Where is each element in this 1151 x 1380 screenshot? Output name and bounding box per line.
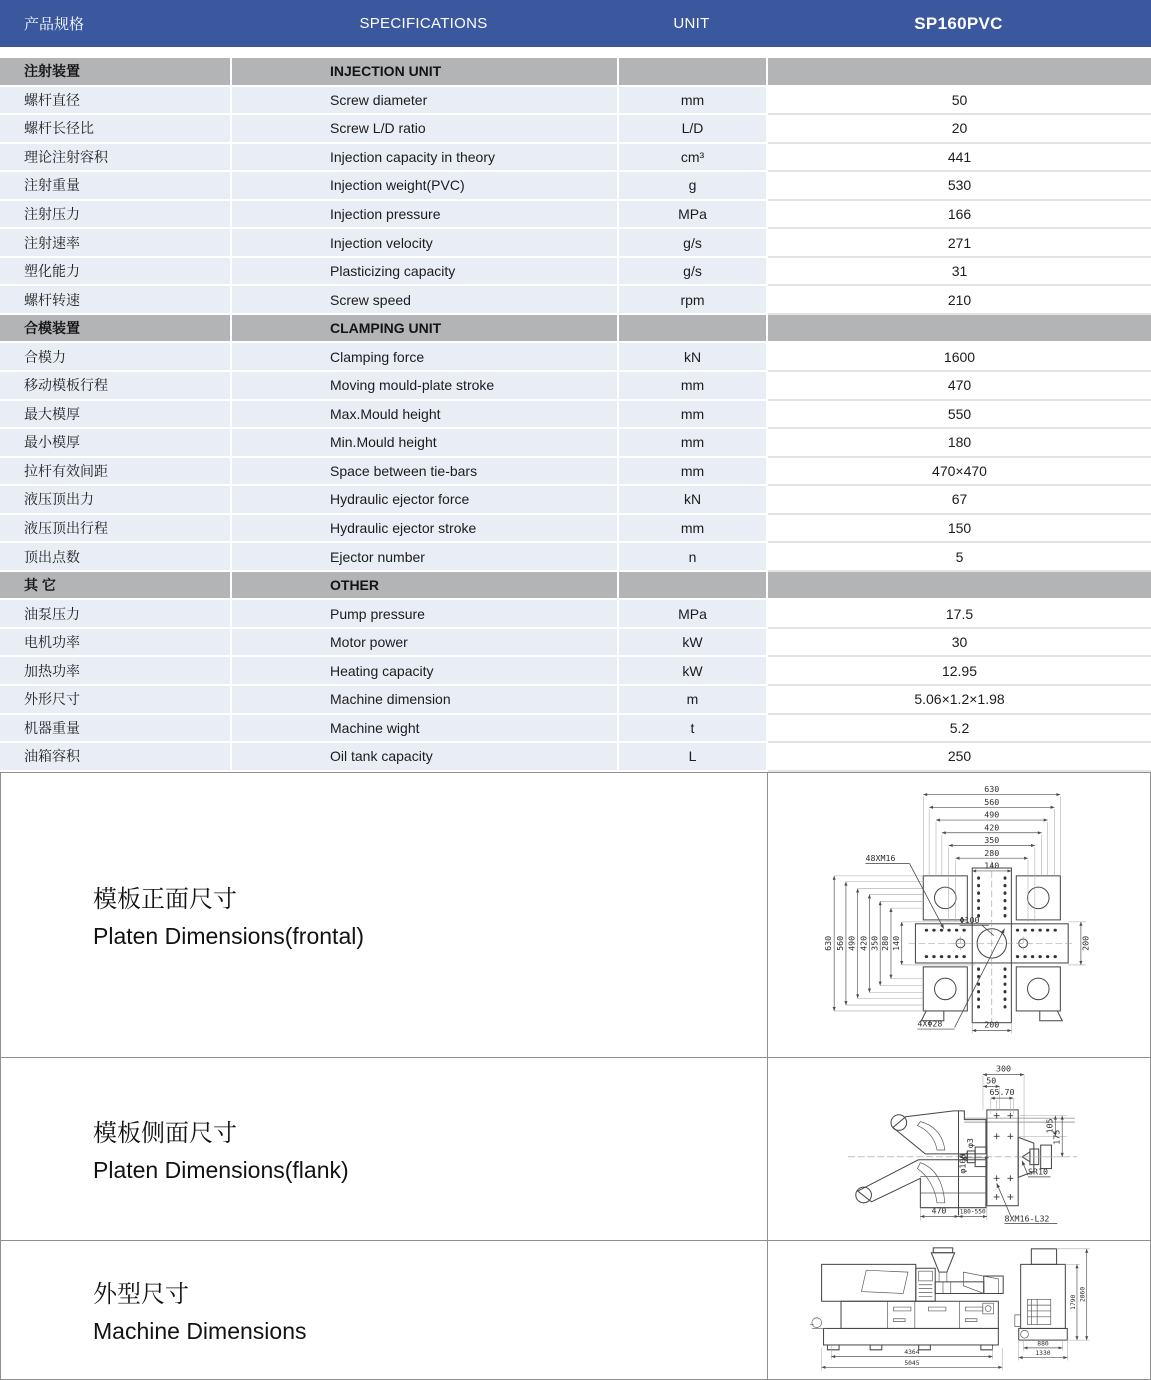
platen-flank-diagram (770, 1059, 1148, 1239)
machine-end-view (1015, 1248, 1067, 1339)
flank-dimensions (920, 1063, 1067, 1223)
title-zh: 产品规格 (24, 16, 85, 33)
spec-unit: L/D (619, 115, 766, 144)
spec-name-zh: 合模力 (0, 343, 230, 372)
spec-name-en: Max.Mould height (232, 401, 617, 430)
dim-label: 105 (1044, 1118, 1055, 1134)
dim-label: 350 (984, 834, 1000, 845)
panel-label-machine (1, 1241, 768, 1379)
spec-name-zh: 注射重量 (0, 172, 230, 201)
dim-label: 420 (984, 821, 1000, 832)
panel-label-flank-en: Platen Dimensions(flank) (93, 1157, 349, 1184)
spec-name-en: Injection weight(PVC) (232, 172, 617, 201)
spec-name-zh: 注射速率 (0, 229, 230, 258)
diagram-panels (0, 772, 1151, 1380)
spec-unit: MPa (619, 600, 766, 629)
spec-name-zh: 电机功率 (0, 629, 230, 658)
spec-unit: kN (619, 486, 766, 515)
spec-name-en: Screw L/D ratio (232, 115, 617, 144)
dim-label: 5045 (904, 1359, 920, 1367)
spec-unit: mm (619, 372, 766, 401)
dimension-labels (823, 784, 1090, 1029)
spec-name-en: Injection pressure (232, 201, 617, 230)
spec-name-zh: 注射压力 (0, 201, 230, 230)
spec-name-en: Motor power (232, 629, 617, 658)
spec-name-zh: 理论注射容积 (0, 144, 230, 173)
section-title-en: OTHER (232, 572, 617, 601)
center-hole-label: Φ100 (959, 914, 980, 925)
spec-name-zh: 最小模厚 (0, 429, 230, 458)
header-gap (0, 47, 1151, 58)
spec-value: 530 (768, 172, 1151, 201)
spec-value: 50 (768, 87, 1151, 116)
panel-label-frontal-en: Platen Dimensions(frontal) (93, 923, 365, 950)
spec-name-en: Plasticizing capacity (232, 258, 617, 287)
spec-value: 17.5 (768, 600, 1151, 629)
spec-value: 210 (768, 286, 1151, 315)
panel-label-frontal (1, 773, 768, 1058)
spec-value: 5.06×1.2×1.98 (768, 686, 1151, 715)
dim-label: 630 (823, 935, 834, 951)
spec-name-zh: 拉杆有效间距 (0, 458, 230, 487)
spec-unit: g/s (619, 229, 766, 258)
section-empty-cell (768, 572, 1151, 601)
spec-name-en: Min.Mould height (232, 429, 617, 458)
panel-label-flank (1, 1058, 768, 1241)
spec-name-en: Hydraulic ejector stroke (232, 515, 617, 544)
section-empty-cell (768, 315, 1151, 344)
spec-value: 5 (768, 543, 1151, 572)
platen-outline (909, 861, 1075, 1030)
section-empty-cell (768, 58, 1151, 87)
spec-value: 1600 (768, 343, 1151, 372)
spec-name-en: Clamping force (232, 343, 617, 372)
spec-value: 67 (768, 486, 1151, 515)
spec-unit: L (619, 743, 766, 772)
spec-unit: mm (619, 458, 766, 487)
section-empty-cell (619, 572, 766, 601)
title-bar (0, 0, 1151, 47)
spec-name-en: Space between tie-bars (232, 458, 617, 487)
dim-label: 140 (984, 860, 1000, 871)
spec-value: 31 (768, 258, 1151, 287)
spec-name-zh: 加热功率 (0, 657, 230, 686)
title-specifications: SPECIFICATIONS (359, 15, 488, 32)
dim-label: 350 (869, 935, 880, 951)
spec-unit: kN (619, 343, 766, 372)
spec-value: 250 (768, 743, 1151, 772)
spec-name-en: Machine wight (232, 715, 617, 744)
bolt-note-label: 48XM16 (865, 852, 896, 863)
dim-label: 420 (858, 935, 869, 951)
spec-value: 470 (768, 372, 1151, 401)
machine-dimensions (822, 1248, 1090, 1369)
dim-label: 470 (931, 1205, 947, 1216)
spec-value: 20 (768, 115, 1151, 144)
dim-label: 300 (996, 1063, 1012, 1074)
spec-value: 30 (768, 629, 1151, 658)
dim-label: 490 (846, 935, 857, 951)
dim-label: 175 (1051, 1129, 1062, 1145)
spec-name-en: Screw speed (232, 286, 617, 315)
spec-value: 441 (768, 144, 1151, 173)
section-title-zh: 注射装置 (0, 58, 230, 87)
corner-hole-label: 4XΦ28 (917, 1018, 943, 1029)
spec-value: 550 (768, 401, 1151, 430)
dim-label: 880 (1037, 1340, 1049, 1348)
unit-column-header: UNIT (673, 15, 710, 32)
spec-unit: g/s (619, 258, 766, 287)
spec-unit: mm (619, 401, 766, 430)
dim-label: φ100 (957, 1153, 968, 1174)
panel-label-machine-en: Machine Dimensions (93, 1318, 307, 1345)
spec-unit: mm (619, 429, 766, 458)
section-title-en: CLAMPING UNIT (232, 315, 617, 344)
panel-diagram-machine (768, 1241, 1150, 1379)
section-title-en: INJECTION UNIT (232, 58, 617, 87)
dim-label: 280 (984, 847, 1000, 858)
panel-diagram-frontal (768, 773, 1150, 1058)
dim-label: 200 (1080, 935, 1091, 951)
bolt-note-label: 8XM16-L32 (1004, 1213, 1050, 1224)
spec-unit: kW (619, 657, 766, 686)
spec-name-zh: 外形尺寸 (0, 686, 230, 715)
spec-name-zh: 油泵压力 (0, 600, 230, 629)
spec-name-en: Machine dimension (232, 686, 617, 715)
dim-label: 490 (984, 809, 1000, 820)
spec-unit: g (619, 172, 766, 201)
spec-name-en: Hydraulic ejector force (232, 486, 617, 515)
spec-value: 180 (768, 429, 1151, 458)
spec-name-zh: 顶出点数 (0, 543, 230, 572)
spec-value: 271 (768, 229, 1151, 258)
model-name: SP160PVC (914, 13, 1003, 33)
spec-unit: m (619, 686, 766, 715)
spec-unit: rpm (619, 286, 766, 315)
spec-name-en: Pump pressure (232, 600, 617, 629)
dim-label: 1790 (1070, 1294, 1078, 1310)
spec-name-zh: 塑化能力 (0, 258, 230, 287)
spec-name-zh: 螺杆直径 (0, 87, 230, 116)
panel-label-frontal-zh: 模板正面尺寸 (93, 886, 237, 914)
dim-label: 630 (984, 783, 1000, 794)
section-empty-cell (619, 58, 766, 87)
spec-name-zh: 螺杆长径比 (0, 115, 230, 144)
dim-label: 65.70 (989, 1086, 1015, 1097)
spec-table (0, 58, 1151, 772)
machine-side-view (810, 1248, 1003, 1350)
spec-name-en: Ejector number (232, 543, 617, 572)
spec-unit: n (619, 543, 766, 572)
spec-value: 12.95 (768, 657, 1151, 686)
dim-label: 560 (984, 796, 1000, 807)
spec-unit: t (619, 715, 766, 744)
section-empty-cell (619, 315, 766, 344)
spec-name-en: Screw diameter (232, 87, 617, 116)
spec-name-en: Injection velocity (232, 229, 617, 258)
spec-unit: mm (619, 515, 766, 544)
spec-name-zh: 最大模厚 (0, 401, 230, 430)
dim-label: 200 (984, 1019, 1000, 1030)
machine-dimensions-diagram (770, 1243, 1148, 1377)
spec-value: 166 (768, 201, 1151, 230)
panel-label-machine-zh: 外型尺寸 (93, 1281, 189, 1309)
spec-value: 470×470 (768, 458, 1151, 487)
dim-label: 560 (834, 935, 845, 951)
spec-name-zh: 液压顶出行程 (0, 515, 230, 544)
spec-name-zh: 油箱容积 (0, 743, 230, 772)
spec-name-zh: 移动模板行程 (0, 372, 230, 401)
spec-name-zh: 螺杆转速 (0, 286, 230, 315)
sprue-radius-label: SR10 (1027, 1166, 1048, 1177)
spec-name-en: Injection capacity in theory (232, 144, 617, 173)
dim-label: 4364 (904, 1348, 920, 1356)
dim-label: 2060 (1079, 1286, 1087, 1302)
spec-name-zh: 液压顶出力 (0, 486, 230, 515)
spec-unit: kW (619, 629, 766, 658)
spec-unit: mm (619, 87, 766, 116)
spec-unit: cm³ (619, 144, 766, 173)
dim-label: 140 (890, 935, 901, 951)
platen-frontal-diagram (770, 775, 1148, 1055)
spec-value: 5.2 (768, 715, 1151, 744)
dim-label: 280 (880, 935, 891, 951)
dim-label: 180-550 (959, 1208, 986, 1216)
spec-value: 150 (768, 515, 1151, 544)
dim-label: φ3 (965, 1137, 976, 1148)
spec-unit: MPa (619, 201, 766, 230)
spec-name-zh: 机器重量 (0, 715, 230, 744)
section-title-zh: 合模装置 (0, 315, 230, 344)
panel-diagram-flank (768, 1058, 1150, 1241)
spec-name-en: Moving mould-plate stroke (232, 372, 617, 401)
spec-name-en: Heating capacity (232, 657, 617, 686)
panel-label-flank-zh: 模板侧面尺寸 (93, 1120, 237, 1148)
section-title-zh: 其 它 (0, 572, 230, 601)
dim-label: 50 (986, 1075, 997, 1086)
spec-name-en: Oil tank capacity (232, 743, 617, 772)
dim-label: 1330 (1035, 1349, 1051, 1357)
